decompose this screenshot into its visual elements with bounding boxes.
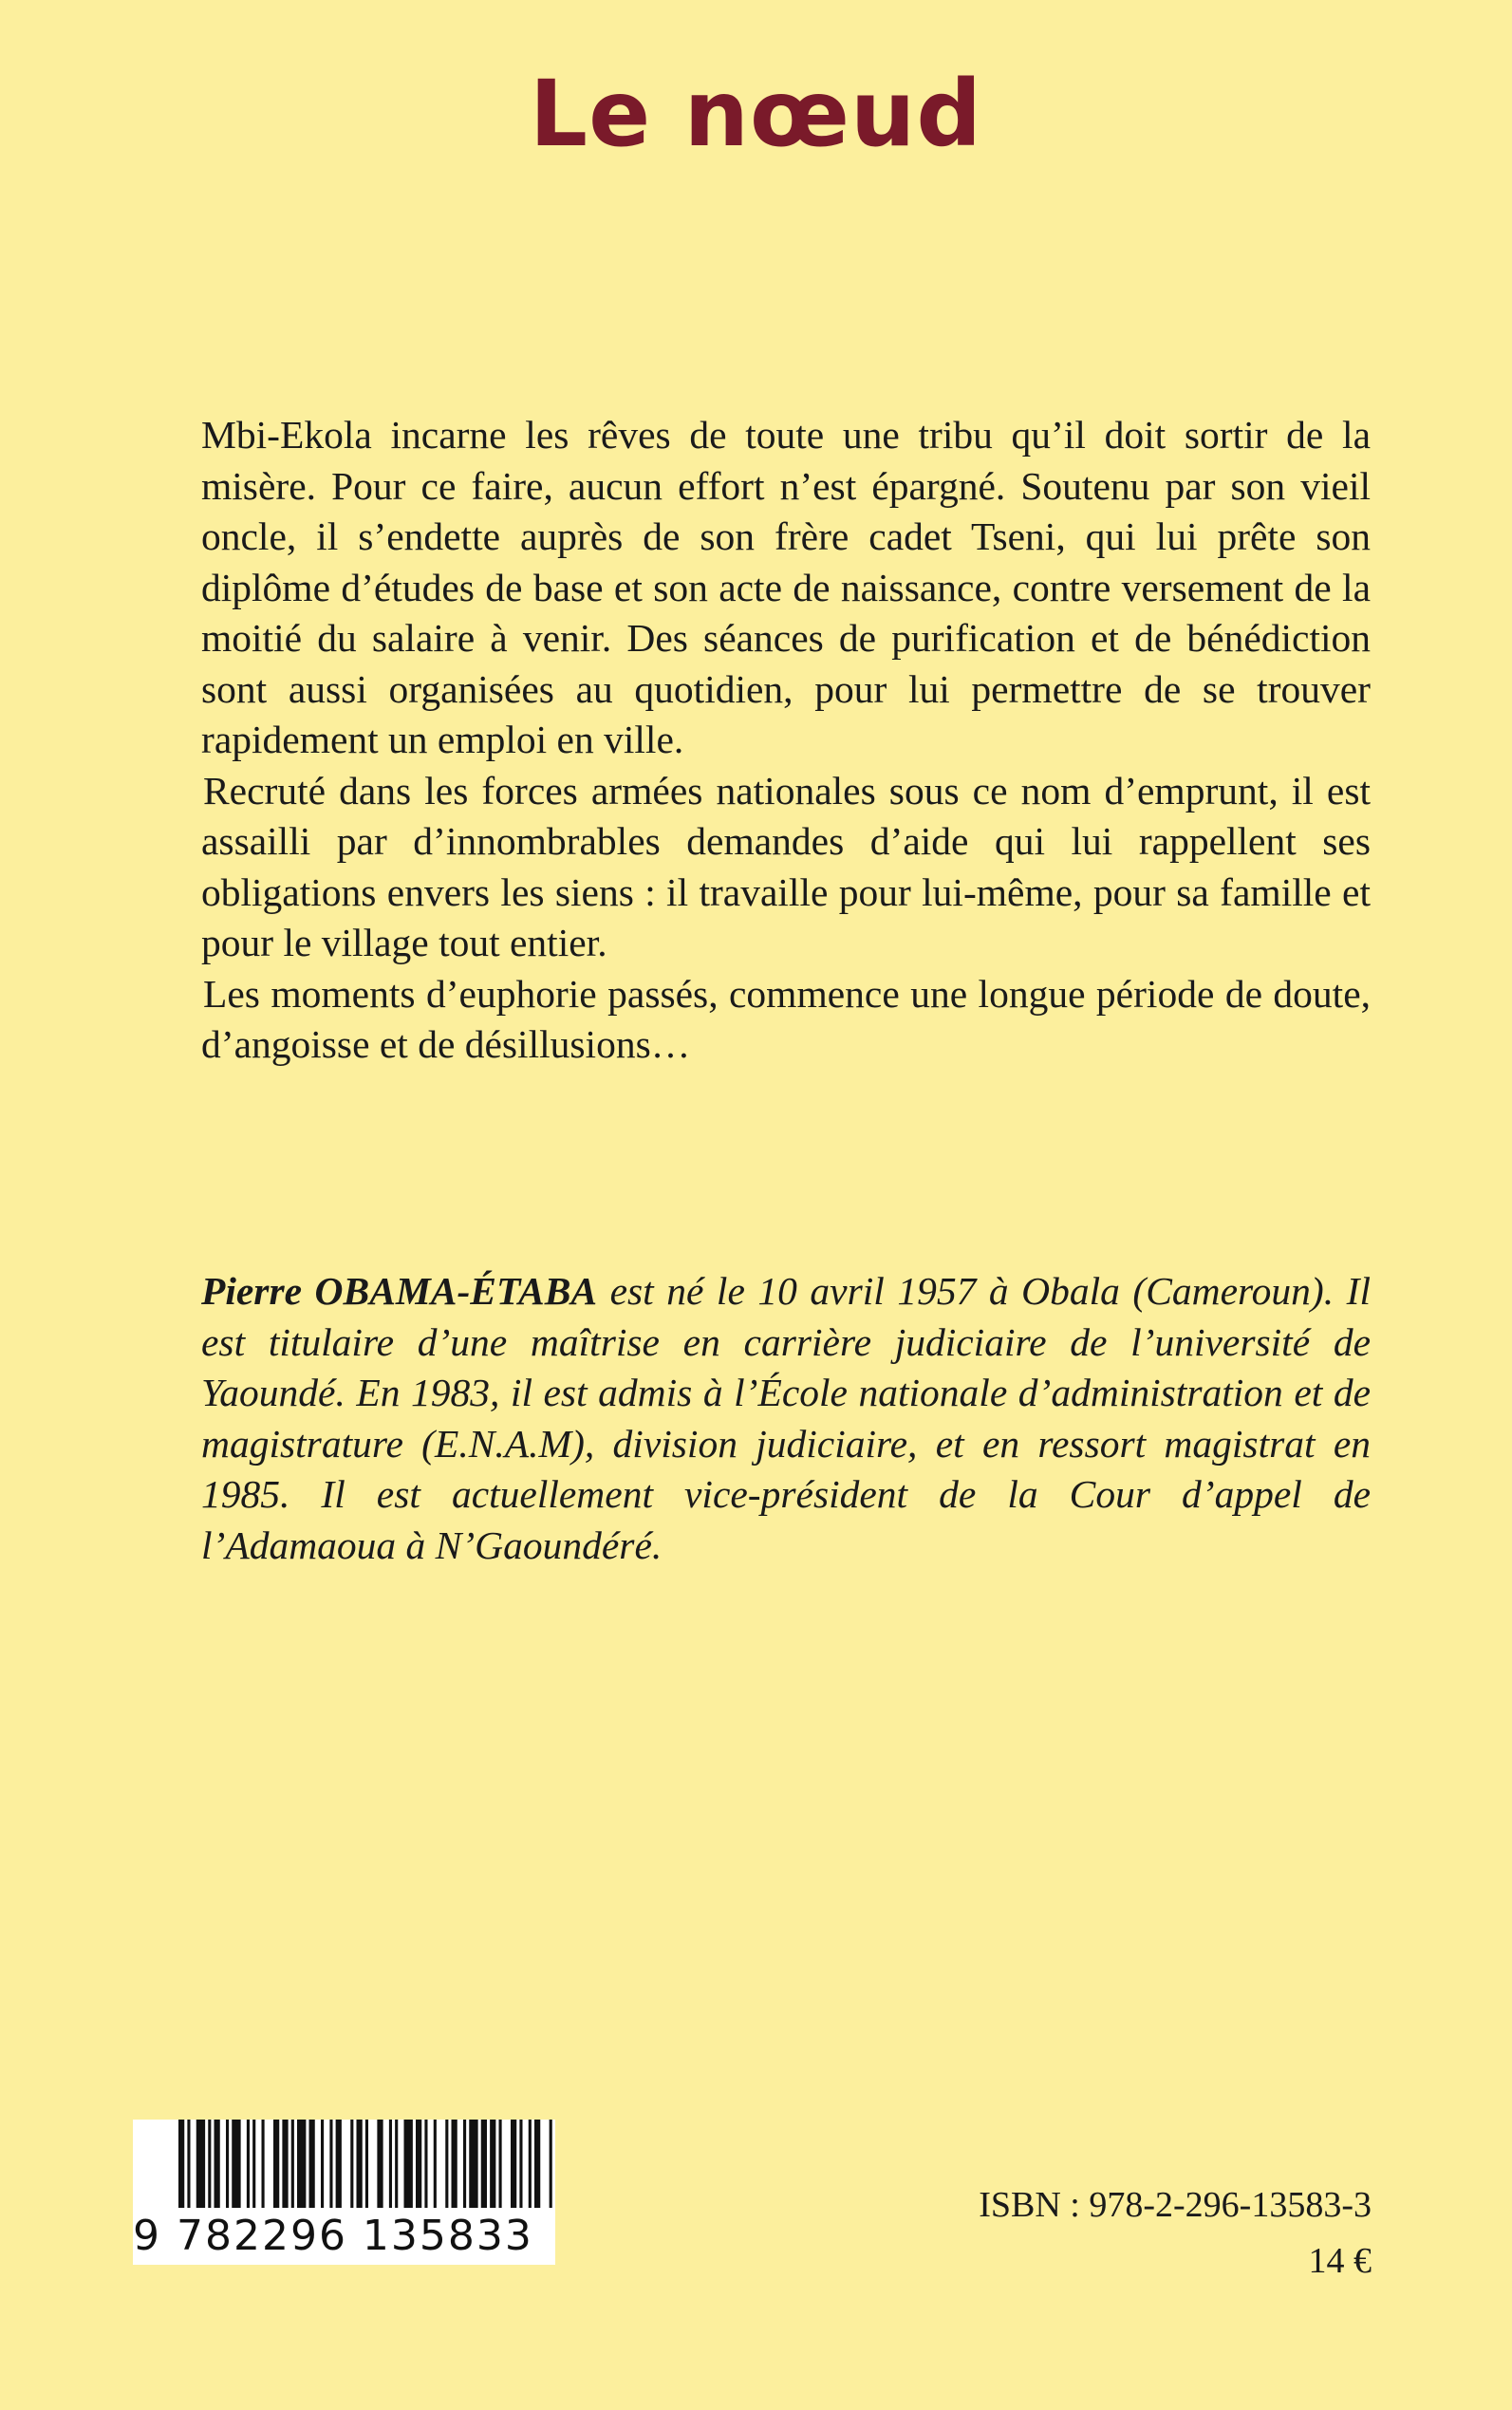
barcode-bar bbox=[469, 2120, 477, 2214]
barcode-digits: 9 782296 135833 bbox=[133, 2208, 555, 2265]
barcode-bar bbox=[297, 2120, 306, 2214]
barcode-bar bbox=[389, 2120, 392, 2214]
barcode-bar bbox=[252, 2120, 255, 2214]
barcode-bar bbox=[529, 2120, 532, 2214]
barcode-bar bbox=[452, 2120, 457, 2214]
barcode-bar bbox=[232, 2120, 240, 2214]
back-cover-blurb bbox=[201, 410, 1371, 1071]
author-biography bbox=[201, 1266, 1371, 1571]
barcode-bar bbox=[357, 2120, 363, 2214]
barcode-bar bbox=[336, 2120, 342, 2214]
barcode-bar bbox=[519, 2120, 522, 2214]
barcode-bar bbox=[273, 2120, 279, 2214]
barcode-bar bbox=[463, 2120, 466, 2214]
barcode-bar bbox=[291, 2120, 294, 2214]
barcode-bar bbox=[247, 2120, 250, 2214]
price: 14 € bbox=[1308, 2241, 1372, 2281]
blurb-paragraph: Recruté dans les forces armées nationales sous ce nom d’emprunt, il est assailli par d’innombrables demandes d’aide qui lui rappellent ses obligations envers les siens : il travaille pour lui-même, pour sa famille et pour le village tout entier. bbox=[201, 768, 1371, 964]
author-name: Pierre OBAMA-ÉTABA bbox=[201, 1269, 598, 1313]
isbn: ISBN : 978-2-296-13583-3 bbox=[979, 2185, 1372, 2225]
barcode-bar bbox=[196, 2120, 205, 2214]
bio-paragraph bbox=[201, 1266, 1371, 1571]
barcode-bar bbox=[215, 2120, 220, 2214]
barcode-bar bbox=[445, 2120, 448, 2214]
barcode-bar bbox=[350, 2120, 353, 2214]
book-title: Le nœud bbox=[529, 61, 983, 167]
barcode-bar bbox=[226, 2120, 229, 2214]
barcode-bar bbox=[416, 2120, 421, 2214]
barcode-bar bbox=[309, 2120, 315, 2214]
bio-text: est né le 10 avril 1957 à Obala (Cameroun). Il est titulaire d’une maîtrise en carrière judiciaire de l’université de Yaoundé. En 1983, il est admis à l’École nationale d’administration et de magistrature (E.N.A.M), division judiciaire, et en ressort magistrat en 1985. Il est actuellement vice-président de la Cour d’appel de l’Adamaoua à N’Gaoundéré. bbox=[201, 1269, 1371, 1567]
barcode-bar bbox=[329, 2120, 332, 2214]
barcode-bar bbox=[282, 2120, 288, 2214]
barcode-bar bbox=[499, 2120, 502, 2214]
barcode-bar bbox=[434, 2120, 437, 2214]
barcode-bar bbox=[395, 2120, 398, 2214]
barcode-bar bbox=[490, 2120, 495, 2214]
barcode-bar bbox=[481, 2120, 487, 2214]
blurb-paragraph: Les moments d’euphorie passés, commence une longue période de doute, d’angoisse et de désillusions… bbox=[201, 971, 1371, 1066]
barcode-bar bbox=[404, 2120, 413, 2214]
barcode-bar bbox=[424, 2120, 427, 2214]
barcode-bar bbox=[262, 2120, 265, 2214]
barcode-bar bbox=[511, 2120, 516, 2214]
barcode-bar bbox=[321, 2120, 324, 2214]
barcode-bar bbox=[208, 2120, 211, 2214]
blurb-paragraph: Mbi-Ekola incarne les rêves de toute une tribu qu’il doit sortir de la misère. Pour ce faire, aucun effort n’est épargné. Soutenu par son vieil oncle, il s’endette auprès de son frère cadet Tseni, qui lui prête son diplôme d’études de base et son acte de naissance, contre versement de la moitié du salaire à venir. Des séances de purification et de bénédiction sont aussi organisées au quotidien, pour lui permettre de se trouver rapidement un emploi en ville. bbox=[201, 413, 1371, 761]
